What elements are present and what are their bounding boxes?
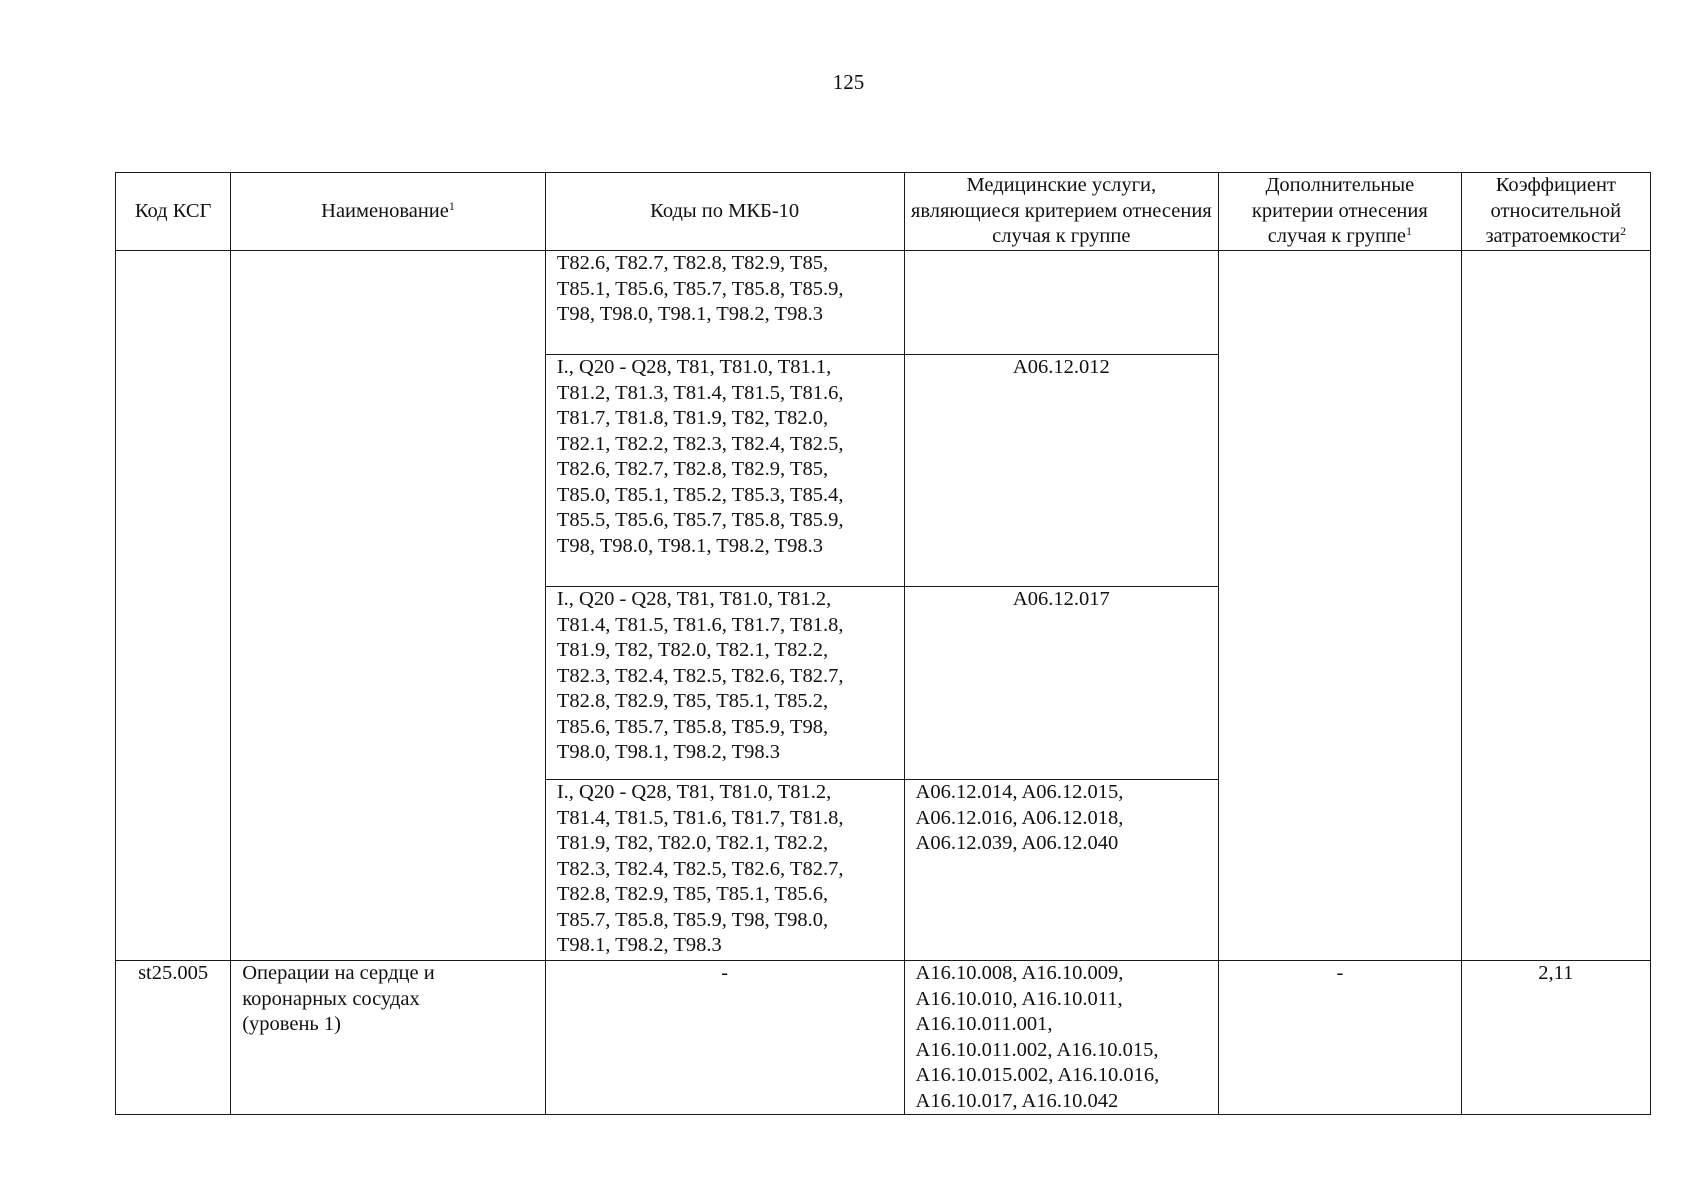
table-body	[116, 251, 1651, 1115]
header-additional: Дополнительные критерии отнесения случая к группе$^1$	[1219, 173, 1461, 251]
cell-icd: I., Q20 - Q28, T81, T81.0, T81.2, T81.4, T81.5, T81.6, T81.7, T81.8, T81.9, T82, T82.0, T82.1, T82.2, T82.3, T82.4, T82.5, T82.6, T82.7, T82.8, T82.9, T85, T85.1, T85.6, T85.7, T85.8, T85.9, T98, T98.0, T98.1, T98.2, T98.3	[545, 780, 904, 961]
cell-coefficient	[1461, 251, 1650, 961]
cell-services: A06.12.012	[904, 355, 1219, 587]
cell-code: st25.005	[116, 961, 231, 1115]
header-name: Наименование$^1$	[231, 173, 546, 251]
table-row-st25005	[116, 961, 1651, 1115]
header-code: Код КСГ	[116, 173, 231, 251]
cell-icd: -	[545, 961, 904, 1115]
cell-services: A06.12.017	[904, 587, 1219, 780]
cell-services	[904, 251, 1219, 355]
cell-coefficient: 2,11	[1461, 961, 1650, 1115]
table-row	[116, 251, 1651, 355]
header-coefficient: Коэффициент относительной затратоемкости$^2$	[1461, 173, 1650, 251]
cell-additional	[1219, 251, 1461, 961]
page-number: 125	[832, 70, 865, 94]
cell-services: A06.12.014, A06.12.015, A06.12.016, A06.12.018, A06.12.039, A06.12.040	[904, 780, 1219, 961]
cell-name: Операции на сердце и коронарных сосудах (уровень 1)	[231, 961, 546, 1115]
cell-code	[116, 251, 231, 961]
cell-additional: -	[1219, 961, 1461, 1115]
header-icd: Коды по МКБ-10	[545, 173, 904, 251]
footnote-mark: 1	[448, 198, 455, 213]
header-services: Медицинские услуги, являющиеся критерием отнесения случая к группе	[904, 173, 1219, 251]
cell-icd: I., Q20 - Q28, T81, T81.0, T81.2, T81.4, T81.5, T81.6, T81.7, T81.8, T81.9, T82, T82.0, T82.1, T82.2, T82.3, T82.4, T82.5, T82.6, T82.7, T82.8, T82.9, T85, T85.1, T85.2, T85.6, T85.7, T85.8, T85.9, T98, T98.0, T98.1, T98.2, T98.3	[545, 587, 904, 780]
footnote-mark: 2	[1620, 224, 1627, 239]
footnote-mark: 1	[1406, 224, 1413, 239]
cell-name	[231, 251, 546, 961]
table-header	[116, 173, 1651, 251]
cell-services: A16.10.008, A16.10.009, A16.10.010, A16.10.011, A16.10.011.001, A16.10.011.002, A16.10.015, A16.10.015.002, A16.10.016, A16.10.017, A16.10.042	[904, 961, 1219, 1115]
cell-icd: I., Q20 - Q28, T81, T81.0, T81.1, T81.2, T81.3, T81.4, T81.5, T81.6, T81.7, T81.8, T81.9, T82, T82.0, T82.1, T82.2, T82.3, T82.4, T82.5, T82.6, T82.7, T82.8, T82.9, T85, T85.0, T85.1, T85.2, T85.3, T85.4, T85.5, T85.6, T85.7, T85.8, T85.9, T98, T98.0, T98.1, T98.2, T98.3	[545, 355, 904, 587]
cell-icd: T82.6, T82.7, T82.8, T82.9, T85, T85.1, T85.6, T85.7, T85.8, T85.9, T98, T98.0, T98.1, T98.2, T98.3	[545, 251, 904, 355]
ksg-table	[115, 172, 1651, 1115]
